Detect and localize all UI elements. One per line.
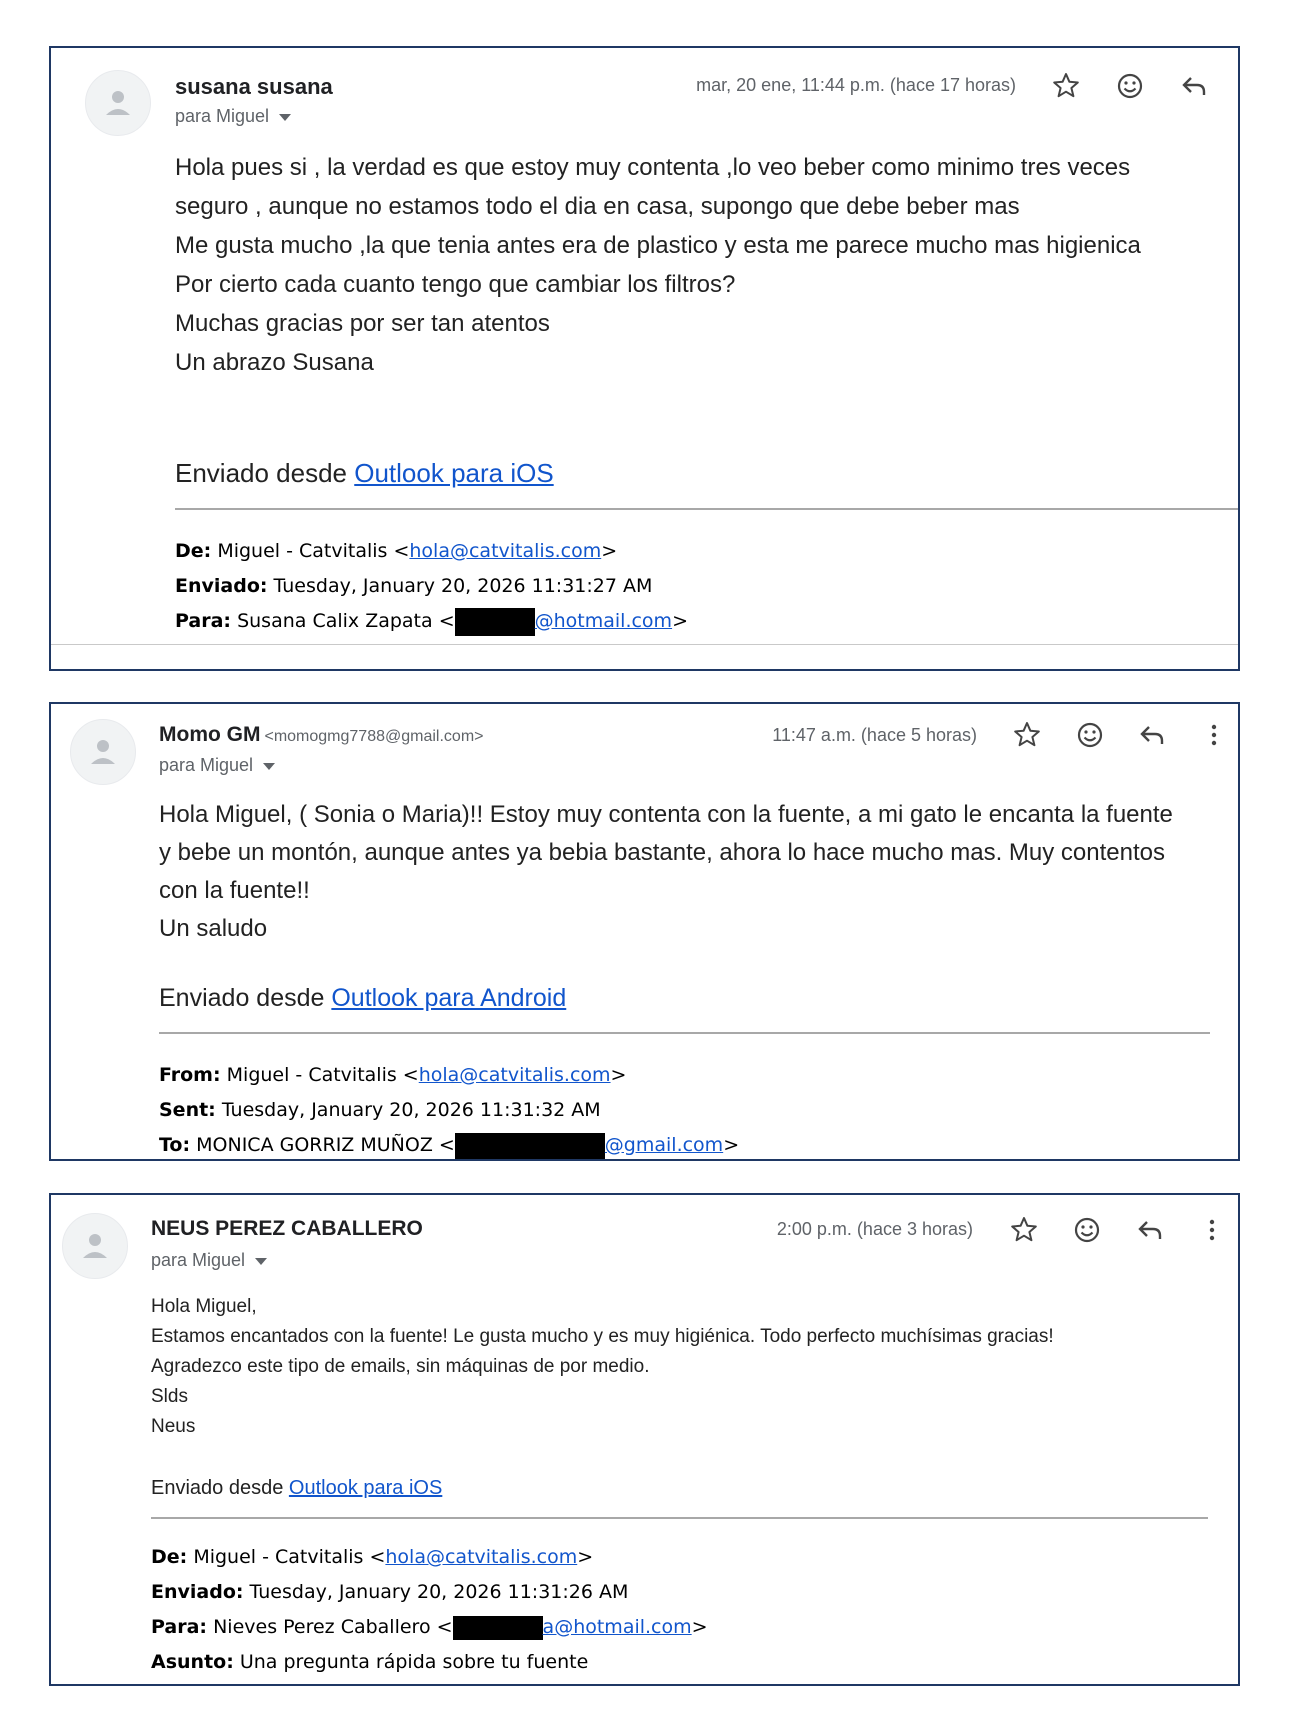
- to-name: MONICA GORRIZ MUÑOZ <: [196, 1134, 455, 1156]
- reply-icon[interactable]: [1134, 1214, 1166, 1246]
- from-close: >: [601, 540, 618, 562]
- quoted-from: [159, 1058, 739, 1093]
- emoji-reaction-icon[interactable]: [1071, 1214, 1103, 1246]
- sent-value: Tuesday, January 20, 2026 11:31:26 AM: [249, 1581, 629, 1603]
- reply-icon[interactable]: [1136, 719, 1168, 751]
- body-line: con la fuente!!: [159, 877, 310, 904]
- redaction-box: [455, 1133, 605, 1159]
- quoted-subject: [151, 1645, 708, 1680]
- to-email-link[interactable]: a@hotmail.com: [542, 1616, 692, 1638]
- sender-name[interactable]: [159, 723, 484, 747]
- subject-label: Asunto:: [151, 1651, 234, 1673]
- to-email-link[interactable]: @gmail.com: [604, 1134, 724, 1156]
- avatar: [85, 70, 151, 136]
- from-label: De:: [175, 540, 212, 562]
- emoji-reaction-icon[interactable]: [1074, 719, 1106, 751]
- to-close: >: [672, 610, 688, 632]
- quoted-sent: [159, 1093, 739, 1128]
- email-card-1: [49, 46, 1240, 671]
- body-line: Hola Miguel,: [151, 1296, 257, 1317]
- sent-from-line: [159, 984, 566, 1013]
- from-email-link[interactable]: hola@catvitalis.com: [409, 540, 602, 562]
- body-line: Muchas gracias por ser tan atentos: [175, 310, 550, 337]
- body-line: Hola Miguel, ( Sonia o Maria)!! Estoy muy contenta con la fuente, a mi gato le encanta la fuente: [159, 801, 1173, 828]
- redaction-box: [455, 608, 535, 636]
- to-label: Para:: [151, 1616, 208, 1638]
- chevron-down-icon: [255, 1258, 267, 1265]
- from-name: Miguel - Catvitalis <: [217, 540, 410, 562]
- to-name: Nieves Perez Caballero <: [213, 1616, 453, 1638]
- sent-from-prefix: Enviado desde: [159, 984, 332, 1012]
- from-close: >: [610, 1064, 627, 1086]
- to-name: Susana Calix Zapata <: [237, 610, 455, 632]
- quoted-to: [151, 1610, 708, 1645]
- recipient-label: para Miguel: [151, 1250, 246, 1270]
- recipient-dropdown[interactable]: [151, 1250, 267, 1271]
- sent-from-prefix: Enviado desde: [151, 1477, 289, 1499]
- subject-value: Una pregunta rápida sobre tu fuente: [239, 1651, 589, 1673]
- outlook-link[interactable]: Outlook para Android: [331, 984, 567, 1012]
- body-line: seguro , aunque no estamos todo el dia en casa, supongo que debe beber mas: [175, 193, 1020, 220]
- sender-name[interactable]: susana susana: [175, 74, 333, 99]
- to-label: Para:: [175, 610, 232, 632]
- outlook-link[interactable]: Outlook para iOS: [288, 1477, 443, 1499]
- quoted-header: [151, 1540, 708, 1680]
- body-line: Por cierto cada cuanto tengo que cambiar los filtros?: [175, 271, 736, 298]
- recipient-dropdown[interactable]: [159, 755, 275, 776]
- more-options-icon[interactable]: [1198, 719, 1230, 751]
- body-line: Un abrazo Susana: [175, 349, 374, 376]
- recipient-label: para Miguel: [159, 755, 254, 775]
- from-label: From:: [159, 1064, 221, 1086]
- body-line: Un saludo: [159, 915, 268, 942]
- person-icon: [71, 720, 135, 784]
- avatar: [70, 719, 136, 785]
- sent-from-line: [175, 458, 554, 489]
- divider: [151, 1517, 1208, 1519]
- person-icon: [63, 1214, 127, 1278]
- avatar: [62, 1213, 128, 1279]
- sent-label: Enviado:: [175, 575, 268, 597]
- body-line: Neus: [151, 1416, 196, 1437]
- quoted-header: [159, 1058, 739, 1161]
- body-line: Slds: [151, 1386, 188, 1407]
- quoted-sent: [151, 1575, 708, 1610]
- emoji-reaction-icon[interactable]: [1114, 70, 1146, 102]
- divider: [175, 508, 1238, 510]
- sent-value: Tuesday, January 20, 2026 11:31:32 AM: [221, 1099, 601, 1121]
- quoted-to: [175, 604, 688, 639]
- quoted-from: [175, 534, 688, 569]
- email-body: [151, 1292, 1054, 1442]
- chevron-down-icon: [263, 763, 275, 770]
- divider: [159, 1032, 1210, 1034]
- quoted-sent: [175, 569, 688, 604]
- more-options-icon[interactable]: [1196, 1214, 1228, 1246]
- body-line: Estamos encantados con la fuente! Le gusta mucho y es muy higiénica. Todo perfecto muchísimas gracias!: [151, 1326, 1054, 1347]
- outlook-link[interactable]: Outlook para iOS: [354, 458, 554, 488]
- email-card-3: [49, 1193, 1240, 1686]
- star-icon[interactable]: [1050, 70, 1082, 102]
- email-body: [175, 148, 1141, 382]
- from-close: >: [577, 1546, 594, 1568]
- sent-value: Tuesday, January 20, 2026 11:31:27 AM: [273, 575, 653, 597]
- body-line: Hola pues si , la verdad es que estoy muy contenta ,lo veo beber como minimo tres veces: [175, 154, 1131, 181]
- from-email-link[interactable]: hola@catvitalis.com: [385, 1546, 578, 1568]
- star-icon[interactable]: [1008, 1214, 1040, 1246]
- sender-display-name: Momo GM: [159, 723, 261, 746]
- divider: [51, 644, 1238, 645]
- body-line: Agradezco este tipo de emails, sin máquinas de por medio.: [151, 1356, 650, 1377]
- from-name: Miguel - Catvitalis <: [226, 1064, 419, 1086]
- email-timestamp: 11:47 a.m. (hace 5 horas): [772, 725, 977, 745]
- quoted-to: [159, 1128, 739, 1161]
- email-card-2: [49, 702, 1240, 1161]
- person-icon: [86, 71, 150, 135]
- sent-label: Enviado:: [151, 1581, 244, 1603]
- redaction-box: [453, 1616, 543, 1640]
- sent-label: Sent:: [159, 1099, 216, 1121]
- sender-name[interactable]: NEUS PEREZ CABALLERO: [151, 1217, 423, 1240]
- chevron-down-icon: [279, 114, 291, 121]
- from-label: De:: [151, 1546, 188, 1568]
- sent-from-line: [151, 1477, 442, 1500]
- email-body: [159, 796, 1173, 948]
- star-icon[interactable]: [1011, 719, 1043, 751]
- recipient-dropdown[interactable]: [175, 106, 291, 127]
- body-line: Me gusta mucho ,la que tenia antes era de plastico y esta me parece mucho mas higienica: [175, 232, 1141, 259]
- sent-from-prefix: Enviado desde: [175, 458, 355, 488]
- reply-icon[interactable]: [1178, 70, 1210, 102]
- quoted-from: [151, 1540, 708, 1575]
- to-label: To:: [159, 1134, 191, 1156]
- body-line: y bebe un montón, aunque antes ya bebia bastante, ahora lo hace mucho mas. Muy contentos: [159, 839, 1165, 866]
- to-email-link[interactable]: @hotmail.com: [534, 610, 673, 632]
- quoted-header: [175, 534, 688, 639]
- from-email-link[interactable]: hola@catvitalis.com: [418, 1064, 611, 1086]
- to-close: >: [723, 1134, 740, 1156]
- to-close: >: [691, 1616, 708, 1638]
- recipient-label: para Miguel: [175, 106, 270, 126]
- sender-email: <momogmg7788@gmail.com>: [264, 728, 484, 745]
- email-timestamp: 2:00 p.m. (hace 3 horas): [776, 1219, 973, 1239]
- email-timestamp: mar, 20 ene, 11:44 p.m. (hace 17 horas): [696, 75, 1016, 95]
- from-name: Miguel - Catvitalis <: [193, 1546, 386, 1568]
